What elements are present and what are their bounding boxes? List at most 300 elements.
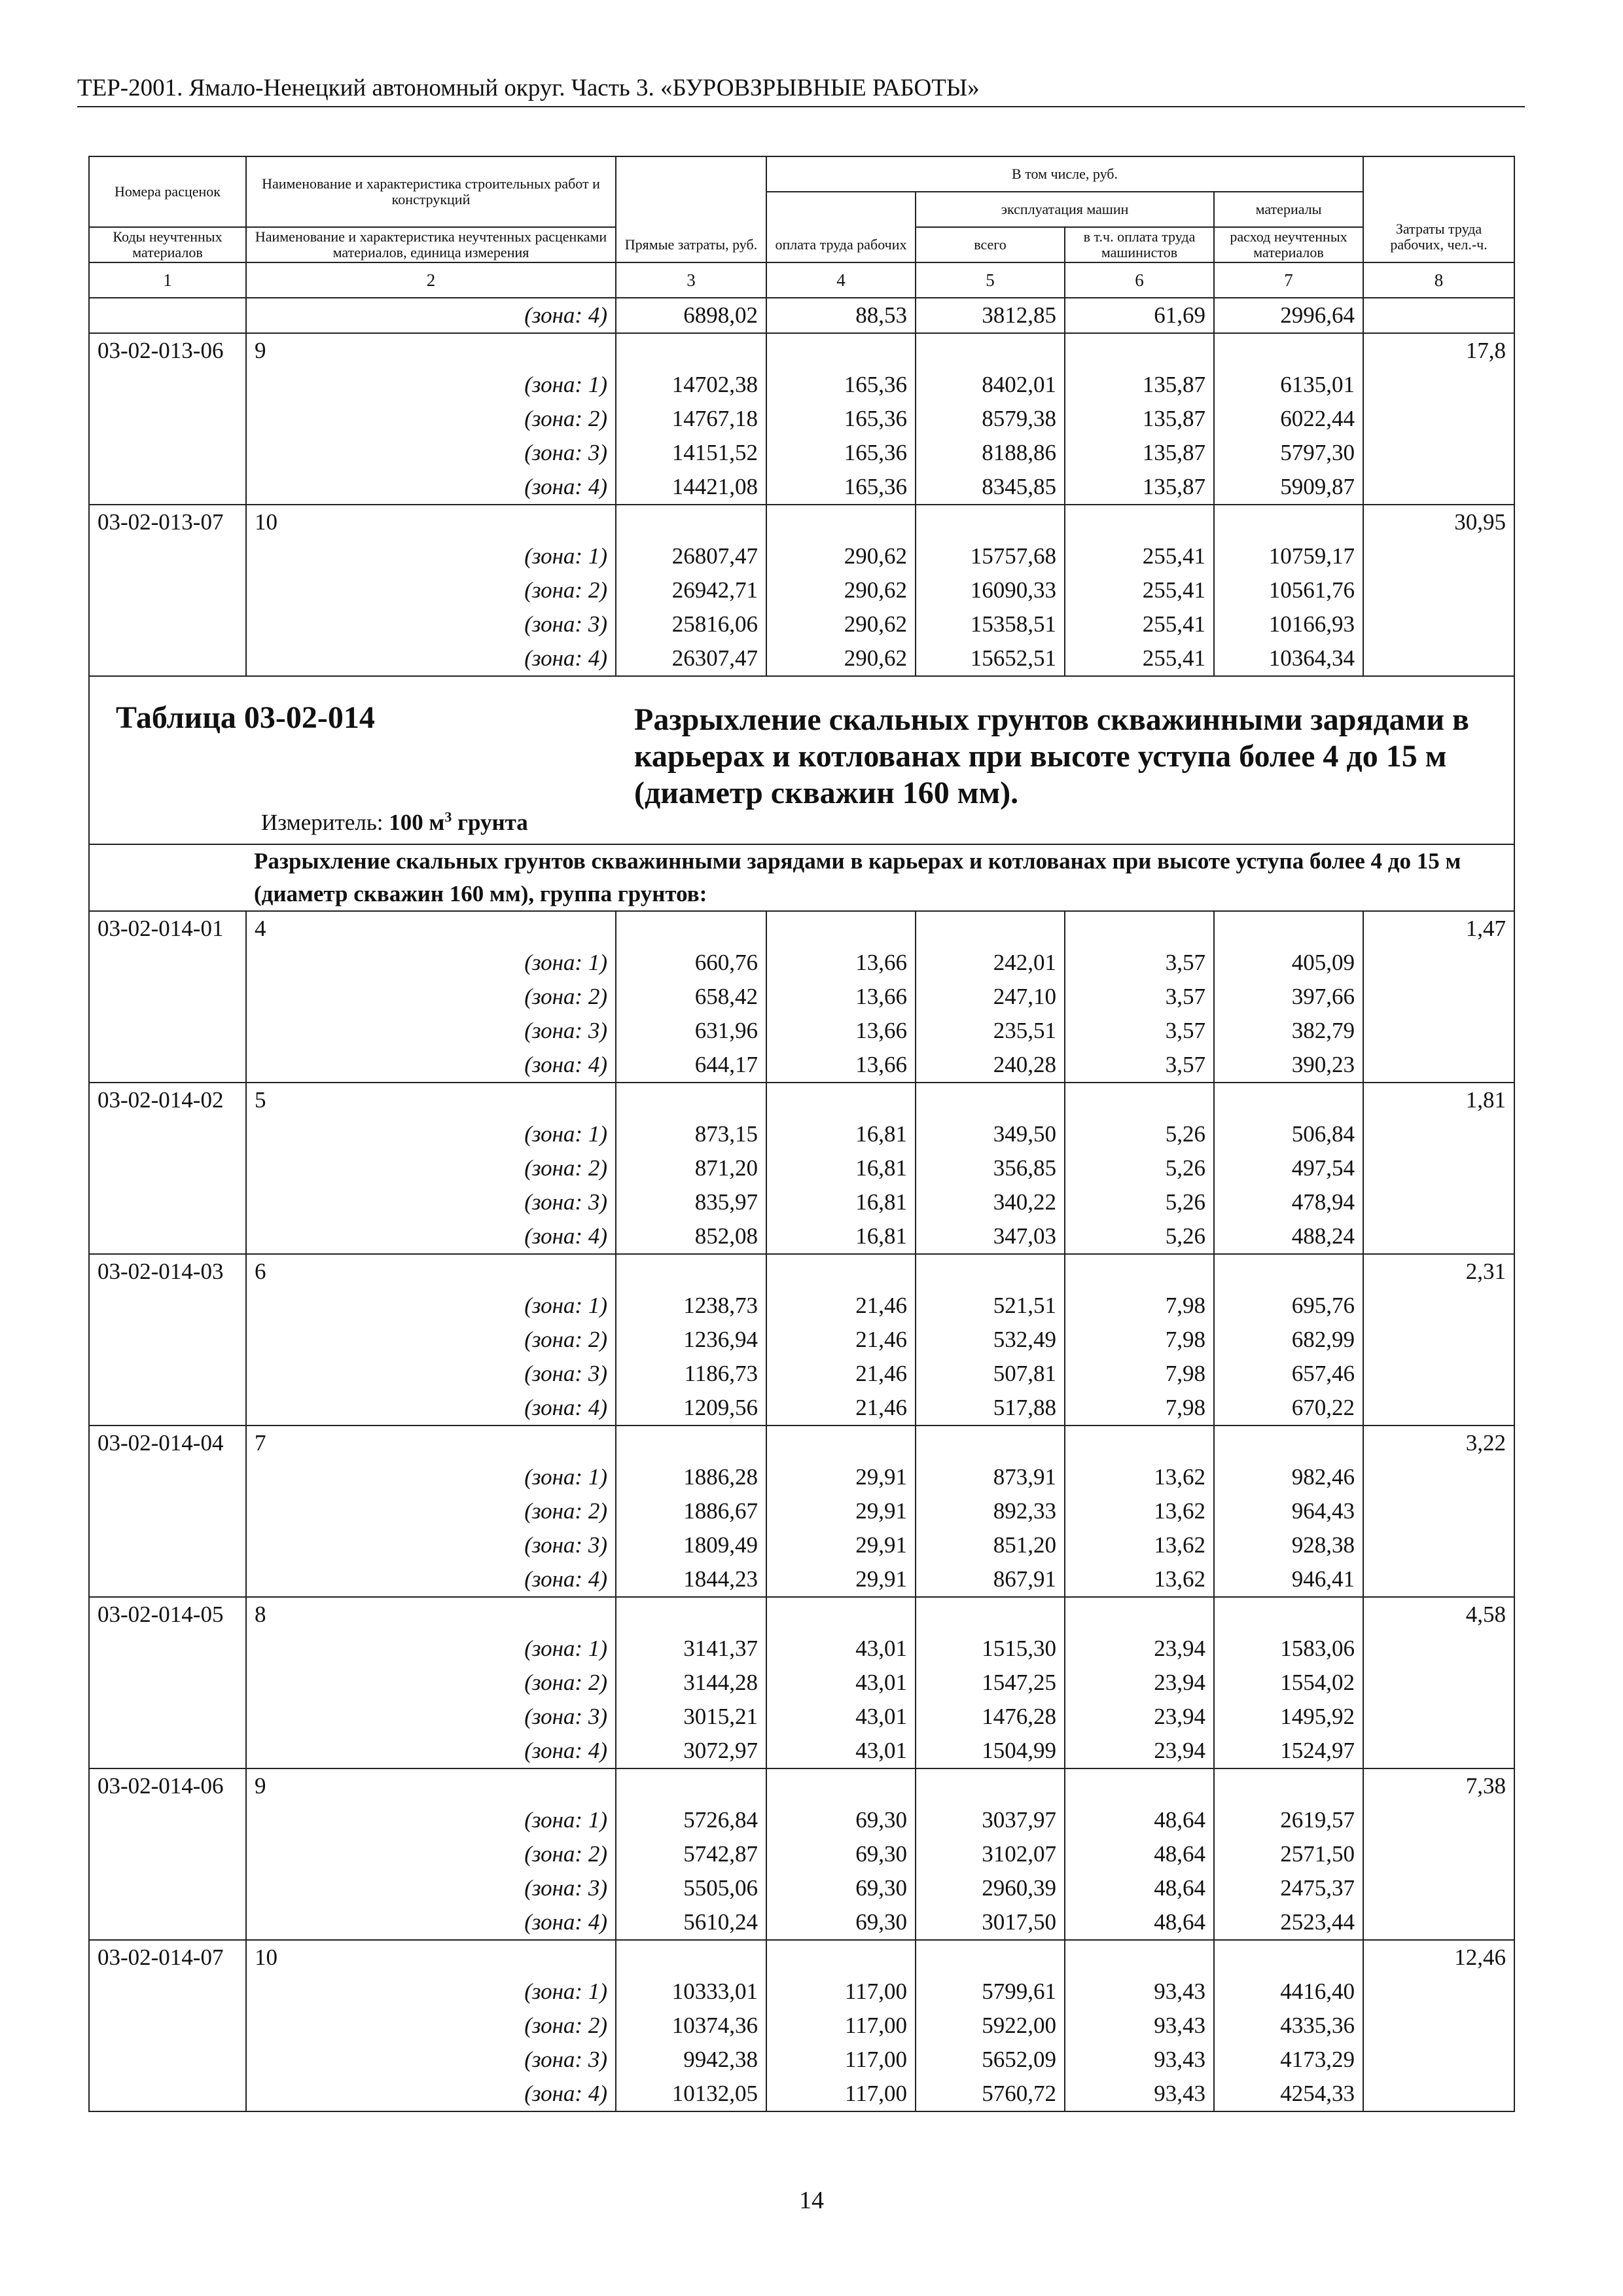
direct-cost: 873,15 (616, 1117, 766, 1151)
direct-cost: 1186,73 (616, 1357, 766, 1391)
table-label: Таблица 03-02-014 (116, 700, 375, 735)
machines-total: 3017,50 (916, 1905, 1065, 1940)
machines-total: 5652,09 (916, 2043, 1065, 2077)
header-materials: материалы (1214, 192, 1363, 227)
measure-unit: Измеритель: 100 $м^3$ грунта (261, 808, 528, 835)
labor-cost: 29,91 (766, 1562, 916, 1597)
machines-total: 507,81 (916, 1357, 1065, 1391)
zone-label: (зона: 1) (246, 946, 616, 980)
labor-cost: 69,30 (766, 1871, 916, 1905)
materials-cost: 488,24 (1214, 1219, 1363, 1254)
zone-label: (зона: 3) (246, 1357, 616, 1391)
zone-row (89, 1323, 1514, 1357)
zone-label: (зона: 3) (246, 436, 616, 470)
header-including: В том числе, руб. (766, 156, 1363, 192)
zone-label: (зона: 3) (246, 1185, 616, 1219)
zone-label: (зона: 4) (246, 2077, 616, 2111)
direct-cost: 1886,28 (616, 1460, 766, 1494)
machinist-pay: 135,87 (1065, 368, 1214, 402)
direct-cost: 5505,06 (616, 1871, 766, 1905)
zone-label: (зона: 4) (246, 1562, 616, 1597)
direct-cost: 835,97 (616, 1185, 766, 1219)
header-name-top: Наименование и характеристика строительных работ и конструкций (246, 156, 616, 227)
labor-cost: 88,53 (766, 298, 916, 333)
header-machines-total: всего (916, 227, 1065, 262)
zone-row (89, 607, 1514, 641)
zone-label: (зона: 4) (246, 641, 616, 676)
machines-total: 347,03 (916, 1219, 1065, 1254)
machinist-pay: 3,57 (1065, 980, 1214, 1014)
materials-cost: 657,46 (1214, 1357, 1363, 1391)
zone-row (89, 1117, 1514, 1151)
machines-total: 240,28 (916, 1048, 1065, 1083)
zone-label: (зона: 2) (246, 1323, 616, 1357)
direct-cost: 14151,52 (616, 436, 766, 470)
direct-cost: 1844,23 (616, 1562, 766, 1597)
materials-cost: 390,23 (1214, 1048, 1363, 1083)
machines-total: 5799,61 (916, 1975, 1065, 2009)
materials-cost: 1554,02 (1214, 1666, 1363, 1700)
zone-label: (зона: 1) (246, 1460, 616, 1494)
zone-row (89, 641, 1514, 676)
machines-total: 235,51 (916, 1014, 1065, 1048)
machinist-pay: 48,64 (1065, 1905, 1214, 1940)
rate-row (89, 333, 1514, 368)
materials-cost: 10166,93 (1214, 607, 1363, 641)
materials-cost: 4254,33 (1214, 2077, 1363, 2111)
zone-row (89, 1905, 1514, 1940)
materials-cost: 10561,76 (1214, 573, 1363, 607)
machinist-pay: 255,41 (1065, 641, 1214, 676)
soil-group: 7 (246, 1426, 616, 1460)
machines-total: 16090,33 (916, 573, 1065, 607)
zone-row (89, 573, 1514, 607)
zone-label: (зона: 1) (246, 1632, 616, 1666)
machinist-pay: 23,94 (1065, 1632, 1214, 1666)
rate-code: 03-02-014-04 (89, 1426, 246, 1460)
direct-cost: 852,08 (616, 1219, 766, 1254)
machines-total: 15757,68 (916, 539, 1065, 573)
labor-cost: 165,36 (766, 470, 916, 505)
zone-label: (зона: 3) (246, 2043, 616, 2077)
materials-cost: 6022,44 (1214, 402, 1363, 436)
machines-total: 532,49 (916, 1323, 1065, 1357)
machines-total: 356,85 (916, 1151, 1065, 1185)
direct-cost: 1238,73 (616, 1289, 766, 1323)
labor-hours: 12,46 (1363, 1940, 1514, 1975)
direct-cost: 14767,18 (616, 402, 766, 436)
zone-row (89, 1357, 1514, 1391)
zone-row (89, 1666, 1514, 1700)
rate-row (89, 1254, 1514, 1289)
zone-label: (зона: 1) (246, 368, 616, 402)
zone-row (89, 1185, 1514, 1219)
rate-row (89, 505, 1514, 539)
rate-code: 03-02-014-06 (89, 1768, 246, 1803)
zone-label: (зона: 4) (246, 1905, 616, 1940)
materials-cost: 695,76 (1214, 1289, 1363, 1323)
zone-label: (зона: 2) (246, 2009, 616, 2043)
materials-cost: 946,41 (1214, 1562, 1363, 1597)
rate-row (89, 1083, 1514, 1117)
table-subheading: Разрыхление скальных грунтов скважинными зарядами в карьерах и котлованах при высоте уступа более 4 до 15 м (диаметр скважин 160 мм), группа грунтов: (246, 844, 1514, 911)
page-number: 14 (799, 2187, 824, 2214)
soil-group: 10 (246, 505, 616, 539)
labor-cost: 16,81 (766, 1117, 916, 1151)
labor-cost: 13,66 (766, 1048, 916, 1083)
rate-row (89, 1426, 1514, 1460)
machinist-pay: 5,26 (1065, 1185, 1214, 1219)
materials-cost: 506,84 (1214, 1117, 1363, 1151)
materials-cost: 478,94 (1214, 1185, 1363, 1219)
machines-total: 8402,01 (916, 368, 1065, 402)
labor-cost: 16,81 (766, 1151, 916, 1185)
direct-cost: 3072,97 (616, 1734, 766, 1768)
rate-code: 03-02-014-05 (89, 1597, 246, 1632)
machines-total: 873,91 (916, 1460, 1065, 1494)
zone-label: (зона: 2) (246, 1494, 616, 1528)
direct-cost: 1886,67 (616, 1494, 766, 1528)
direct-cost: 3141,37 (616, 1632, 766, 1666)
machinist-pay: 3,57 (1065, 1014, 1214, 1048)
col-number: 4 (766, 262, 916, 298)
zone-row (89, 2077, 1514, 2111)
materials-cost: 10364,34 (1214, 641, 1363, 676)
zone-row (89, 1700, 1514, 1734)
rate-code: 03-02-013-07 (89, 505, 246, 539)
materials-cost: 4416,40 (1214, 1975, 1363, 2009)
materials-cost: 2475,37 (1214, 1871, 1363, 1905)
machines-total: 892,33 (916, 1494, 1065, 1528)
labor-cost: 16,81 (766, 1219, 916, 1254)
zone-row (89, 1632, 1514, 1666)
zone-label: (зона: 4) (246, 470, 616, 505)
labor-cost: 117,00 (766, 1975, 916, 2009)
machinist-pay: 13,62 (1065, 1494, 1214, 1528)
direct-cost: 14702,38 (616, 368, 766, 402)
header-labor-pay: оплата труда рабочих (766, 192, 916, 262)
materials-cost: 1524,97 (1214, 1734, 1363, 1768)
machinist-pay: 48,64 (1065, 1837, 1214, 1871)
labor-cost: 21,46 (766, 1391, 916, 1426)
direct-cost: 3015,21 (616, 1700, 766, 1734)
labor-hours: 2,31 (1363, 1254, 1514, 1289)
machinist-pay: 135,87 (1065, 436, 1214, 470)
col-number: 6 (1065, 262, 1214, 298)
direct-cost: 6898,02 (616, 298, 766, 333)
materials-cost: 382,79 (1214, 1014, 1363, 1048)
machinist-pay: 5,26 (1065, 1117, 1214, 1151)
machinist-pay: 61,69 (1065, 298, 1214, 333)
direct-cost: 660,76 (616, 946, 766, 980)
zone-label: (зона: 4) (246, 1048, 616, 1083)
labor-cost: 29,91 (766, 1528, 916, 1562)
labor-cost: 29,91 (766, 1460, 916, 1494)
machines-total: 517,88 (916, 1391, 1065, 1426)
direct-cost: 631,96 (616, 1014, 766, 1048)
machinist-pay: 23,94 (1065, 1734, 1214, 1768)
labor-cost: 290,62 (766, 573, 916, 607)
machines-total: 247,10 (916, 980, 1065, 1014)
materials-cost: 982,46 (1214, 1460, 1363, 1494)
header-column-numbers (89, 262, 1514, 298)
materials-cost: 1583,06 (1214, 1632, 1363, 1666)
zone-row (89, 1289, 1514, 1323)
direct-cost: 1236,94 (616, 1323, 766, 1357)
machines-total: 867,91 (916, 1562, 1065, 1597)
machines-total: 8188,86 (916, 436, 1065, 470)
table-013-continuation (89, 298, 1514, 676)
labor-hours: 1,47 (1363, 911, 1514, 946)
materials-cost: 497,54 (1214, 1151, 1363, 1185)
materials-cost: 964,43 (1214, 1494, 1363, 1528)
col-number: 1 (89, 262, 246, 298)
direct-cost: 1209,56 (616, 1391, 766, 1426)
zone-row (89, 980, 1514, 1014)
materials-cost: 2523,44 (1214, 1905, 1363, 1940)
zone-row (89, 1975, 1514, 2009)
header-machinist-pay: в т.ч. оплата труда машинистов (1065, 227, 1214, 262)
rate-row (89, 1597, 1514, 1632)
machines-total: 15652,51 (916, 641, 1065, 676)
rates-table (88, 156, 1515, 2112)
materials-cost: 397,66 (1214, 980, 1363, 1014)
machinist-pay: 13,62 (1065, 1460, 1214, 1494)
machines-total: 242,01 (916, 946, 1065, 980)
labor-cost: 43,01 (766, 1700, 916, 1734)
rate-code: 03-02-014-02 (89, 1083, 246, 1117)
zone-row (89, 470, 1514, 505)
zone-label: (зона: 3) (246, 1014, 616, 1048)
zone-row (89, 1014, 1514, 1048)
materials-cost: 2619,57 (1214, 1803, 1363, 1837)
machinist-pay: 93,43 (1065, 1975, 1214, 2009)
zone-label: (зона: 4) (246, 1391, 616, 1426)
materials-cost: 5797,30 (1214, 436, 1363, 470)
zone-row (89, 1734, 1514, 1768)
soil-group: 6 (246, 1254, 616, 1289)
materials-cost: 682,99 (1214, 1323, 1363, 1357)
soil-group: 4 (246, 911, 616, 946)
labor-cost: 43,01 (766, 1632, 916, 1666)
machines-total: 521,51 (916, 1289, 1065, 1323)
zone-label: (зона: 2) (246, 402, 616, 436)
col-number: 2 (246, 262, 616, 298)
zone-label: (зона: 1) (246, 1117, 616, 1151)
zone-row (89, 1391, 1514, 1426)
labor-hours: 3,22 (1363, 1426, 1514, 1460)
rate-code: 03-02-014-01 (89, 911, 246, 946)
labor-cost: 21,46 (766, 1289, 916, 1323)
labor-cost: 21,46 (766, 1357, 916, 1391)
labor-cost: 16,81 (766, 1185, 916, 1219)
labor-cost: 117,00 (766, 2043, 916, 2077)
machines-total: 3037,97 (916, 1803, 1065, 1837)
machines-total: 2960,39 (916, 1871, 1065, 1905)
labor-cost: 43,01 (766, 1734, 916, 1768)
zone-row (89, 2009, 1514, 2043)
direct-cost: 5610,24 (616, 1905, 766, 1940)
table-014-rows (89, 911, 1514, 2111)
zone-row (89, 1219, 1514, 1254)
labor-cost: 69,30 (766, 1803, 916, 1837)
machines-total: 5922,00 (916, 2009, 1065, 2043)
col-number: 5 (916, 262, 1065, 298)
machinist-pay: 135,87 (1065, 402, 1214, 436)
labor-cost: 290,62 (766, 641, 916, 676)
zone-label: (зона: 1) (246, 539, 616, 573)
zone-label: (зона: 1) (246, 1289, 616, 1323)
machines-total: 3812,85 (916, 298, 1065, 333)
labor-cost: 69,30 (766, 1905, 916, 1940)
machines-total: 1547,25 (916, 1666, 1065, 1700)
soil-group: 9 (246, 1768, 616, 1803)
zone-label: (зона: 2) (246, 1666, 616, 1700)
machines-total: 5760,72 (916, 2077, 1065, 2111)
labor-hours: 30,95 (1363, 505, 1514, 539)
direct-cost: 3144,28 (616, 1666, 766, 1700)
zone-label: (зона: 2) (246, 980, 616, 1014)
machinist-pay: 93,43 (1065, 2009, 1214, 2043)
header-name-bottom: Наименование и характеристика неучтенных расценками материалов, единица измерения (246, 227, 616, 262)
rate-row (89, 1940, 1514, 1975)
machinist-pay: 255,41 (1065, 607, 1214, 641)
zone-label: (зона: 3) (246, 1700, 616, 1734)
zone-label: (зона: 4) (246, 1734, 616, 1768)
direct-cost: 658,42 (616, 980, 766, 1014)
zone-row (89, 1871, 1514, 1905)
labor-cost: 165,36 (766, 368, 916, 402)
zone-row (89, 2043, 1514, 2077)
zone-label: (зона: 4) (246, 1219, 616, 1254)
table-header (89, 156, 1514, 298)
zone-label: (зона: 3) (246, 1871, 616, 1905)
machines-total: 1504,99 (916, 1734, 1065, 1768)
machines-total: 8579,38 (916, 402, 1065, 436)
machinist-pay: 93,43 (1065, 2043, 1214, 2077)
materials-cost: 4335,36 (1214, 2009, 1363, 2043)
direct-cost: 10132,05 (616, 2077, 766, 2111)
materials-cost: 928,38 (1214, 1528, 1363, 1562)
labor-cost: 117,00 (766, 2009, 916, 2043)
page-header: ТЕР-2001. Ямало-Ненецкий автономный округ. Часть 3. «БУРОВЗРЫВНЫЕ РАБОТЫ» (77, 72, 1525, 107)
machinist-pay: 3,57 (1065, 1048, 1214, 1083)
machinist-pay: 7,98 (1065, 1357, 1214, 1391)
header-direct-costs: Прямые затраты, руб. (616, 156, 766, 262)
machines-total: 349,50 (916, 1117, 1065, 1151)
zone-label: (зона: 3) (246, 607, 616, 641)
machines-total: 1515,30 (916, 1632, 1065, 1666)
zone-row (89, 1048, 1514, 1083)
materials-cost: 4173,29 (1214, 2043, 1363, 2077)
materials-cost: 10759,17 (1214, 539, 1363, 573)
zone-label: (зона: 2) (246, 1151, 616, 1185)
machinist-pay: 23,94 (1065, 1700, 1214, 1734)
machinist-pay: 13,62 (1065, 1528, 1214, 1562)
labor-cost: 43,01 (766, 1666, 916, 1700)
labor-hours: 4,58 (1363, 1597, 1514, 1632)
zone-row (89, 1494, 1514, 1528)
materials-cost: 2996,64 (1214, 298, 1363, 333)
table-014-title-block (89, 676, 1514, 911)
machines-total: 3102,07 (916, 1837, 1065, 1871)
materials-cost: 6135,01 (1214, 368, 1363, 402)
machines-total: 15358,51 (916, 607, 1065, 641)
direct-cost: 10333,01 (616, 1975, 766, 2009)
materials-cost: 5909,87 (1214, 470, 1363, 505)
machines-total: 340,22 (916, 1185, 1065, 1219)
col-number: 7 (1214, 262, 1363, 298)
machinist-pay: 3,57 (1065, 946, 1214, 980)
labor-hours: 7,38 (1363, 1768, 1514, 1803)
machinist-pay: 93,43 (1065, 2077, 1214, 2111)
machinist-pay: 23,94 (1065, 1666, 1214, 1700)
table-title: Разрыхление скальных грунтов скважинными зарядами в карьерах и котлованах при высоте уступа более 4 до 15 м (диаметр скважин 160 мм). (634, 702, 1469, 810)
soil-group: 9 (246, 333, 616, 368)
machines-total: 8345,85 (916, 470, 1065, 505)
labor-cost: 13,66 (766, 946, 916, 980)
direct-cost: 26307,47 (616, 641, 766, 676)
carryover-row (89, 298, 1514, 333)
machinist-pay: 7,98 (1065, 1323, 1214, 1357)
zone-row (89, 946, 1514, 980)
header-code-bottom: Коды неучтенных материалов (89, 227, 246, 262)
header-labor-hours: Затраты труда рабочих, чел.-ч. (1363, 156, 1514, 262)
labor-cost: 290,62 (766, 539, 916, 573)
zone-row (89, 1460, 1514, 1494)
zone-row (89, 1803, 1514, 1837)
direct-cost: 1809,49 (616, 1528, 766, 1562)
zone-row (89, 1562, 1514, 1597)
labor-cost: 21,46 (766, 1323, 916, 1357)
labor-hours: 17,8 (1363, 333, 1514, 368)
materials-cost: 2571,50 (1214, 1837, 1363, 1871)
labor-cost: 69,30 (766, 1837, 916, 1871)
materials-cost: 405,09 (1214, 946, 1363, 980)
soil-group: 10 (246, 1940, 616, 1975)
header-machines: эксплуатация машин (916, 192, 1214, 227)
zone-label: (зона: 1) (246, 1975, 616, 2009)
materials-cost: 1495,92 (1214, 1700, 1363, 1734)
machinist-pay: 5,26 (1065, 1151, 1214, 1185)
zone-row (89, 436, 1514, 470)
zone-row (89, 1837, 1514, 1871)
zone-row (89, 368, 1514, 402)
direct-cost: 644,17 (616, 1048, 766, 1083)
direct-cost: 26942,71 (616, 573, 766, 607)
direct-cost: 5742,87 (616, 1837, 766, 1871)
machinist-pay: 5,26 (1065, 1219, 1214, 1254)
machinist-pay: 48,64 (1065, 1803, 1214, 1837)
labor-cost: 165,36 (766, 436, 916, 470)
rate-code: 03-02-014-07 (89, 1940, 246, 1975)
labor-cost: 29,91 (766, 1494, 916, 1528)
machinist-pay: 255,41 (1065, 573, 1214, 607)
header-code-top: Номера расценок (89, 156, 246, 227)
machinist-pay: 7,98 (1065, 1289, 1214, 1323)
direct-cost: 14421,08 (616, 470, 766, 505)
zone-row (89, 402, 1514, 436)
labor-cost: 165,36 (766, 402, 916, 436)
zone-row (89, 1528, 1514, 1562)
machines-total: 1476,28 (916, 1700, 1065, 1734)
machinist-pay: 135,87 (1065, 470, 1214, 505)
zone-row (89, 1151, 1514, 1185)
zone-label: (зона: 1) (246, 1803, 616, 1837)
labor-hours: 1,81 (1363, 1083, 1514, 1117)
zone-label: (зона: 2) (246, 573, 616, 607)
rate-code: 03-02-014-03 (89, 1254, 246, 1289)
